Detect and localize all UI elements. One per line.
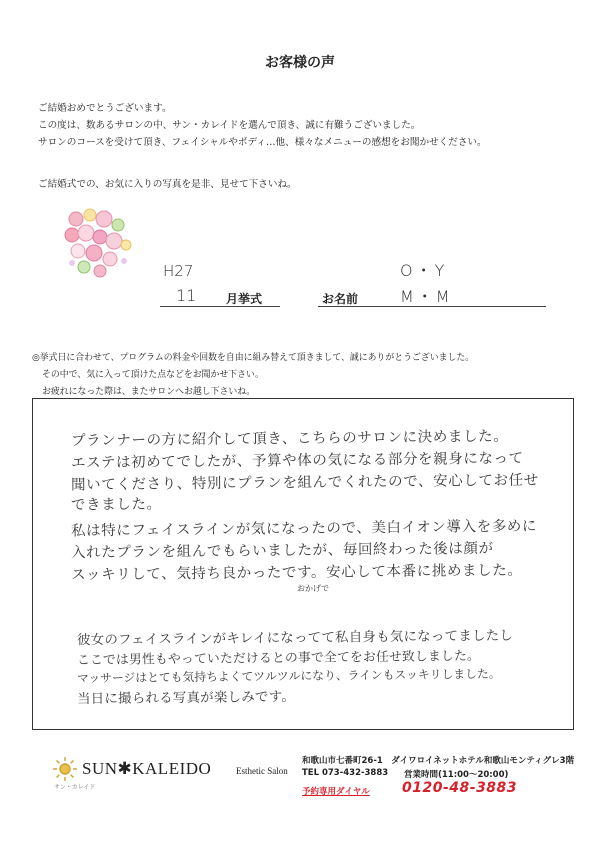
name-handwritten-2: M・M	[400, 287, 453, 306]
partner-comment-line: マッサージはとても気持ちよくてツルツルになり、ラインもスッキリしました。	[76, 666, 501, 686]
comment-line: エステは初めてでしたが、予算や体の気になる部分を親身になって	[70, 450, 524, 472]
telephone: TEL 073-432-3883	[302, 768, 389, 778]
notice-text	[32, 350, 474, 401]
intro-line: この度は、数あるサロンの中、サン・カレイドを選んで頂き、誠に有難うございました。	[38, 120, 421, 131]
notice-line: ◎挙式日に合わせて、プログラムの料金や回数を自由に組み替えて頂きまして、誠にありがとうございました。	[32, 353, 475, 363]
intro-line: サロンのコースを受けて頂き、フェイシャルやボディ…他、様々なメニューの感想をお聞かせください。	[38, 137, 487, 148]
partner-comment-line: 彼女のフェイスラインがキレイになってて私自身も気になってましたし	[76, 628, 514, 649]
notice-line: その中で、気に入って頂けた点などをお聞かせ下さい。	[42, 370, 264, 380]
month-label: 月挙式	[226, 292, 263, 306]
comment-box	[32, 398, 574, 730]
brand-name: SUN✱KALEIDO	[82, 759, 212, 778]
photo-request: ご結婚式での、お気に入りの写真を是非、見せて下さいね。	[38, 179, 297, 190]
comment-line: スッキリして、気持ち良かったです。安心して本番に挑めました。	[70, 562, 523, 584]
reservation-number[interactable]: 0120-48-3883	[402, 780, 518, 796]
partner-comment-line: 当日に撮られる写真が楽しみです。	[76, 689, 296, 708]
brand-subname: サン・カレイド	[54, 784, 96, 791]
page-title: お客様の声	[265, 55, 335, 71]
year-handwritten: H27	[163, 262, 194, 280]
comment-line: できました。	[70, 496, 162, 514]
intro-line: ご結婚おめでとうございます。	[38, 103, 172, 114]
comment-line: 入れたプランを組んでもらいましたが、毎回終わった後は顔が	[70, 540, 494, 562]
address: 和歌山市七番町26-1 ダイワロイネットホテル和歌山モンティグレ3階	[302, 756, 575, 766]
notice-line: お疲れになった際は、またサロンへお越し下さいね。	[42, 387, 255, 397]
comment-line: 私は特にフェイスラインが気になったので、美白イオン導入を多めに	[70, 518, 538, 540]
comment-line: 聞いてくださり、特別にプランを組んでくれたので、安心してお任せ	[70, 472, 539, 494]
comment-insert: おかげで	[297, 584, 329, 593]
intro-text	[38, 100, 578, 151]
salon-type: Esthetic Salon	[236, 766, 288, 776]
month-handwritten: 11	[176, 286, 197, 305]
flower-bouquet-icon	[60, 205, 140, 285]
name-handwritten-1: O・Y	[400, 261, 448, 280]
business-hours: 営業時間(11:00～20:00)	[404, 770, 509, 780]
partner-comment-line: ここでは男性もやっていただけるとの事で全てをお任せ致しました。	[76, 648, 480, 669]
sun-logo-icon	[52, 756, 78, 782]
name-label: お名前	[322, 292, 359, 306]
comment-line: プランナーの方に紹介して頂き、こちらのサロンに決めました。	[70, 428, 509, 450]
reservation-label: 予約専用ダイヤル	[302, 787, 370, 797]
